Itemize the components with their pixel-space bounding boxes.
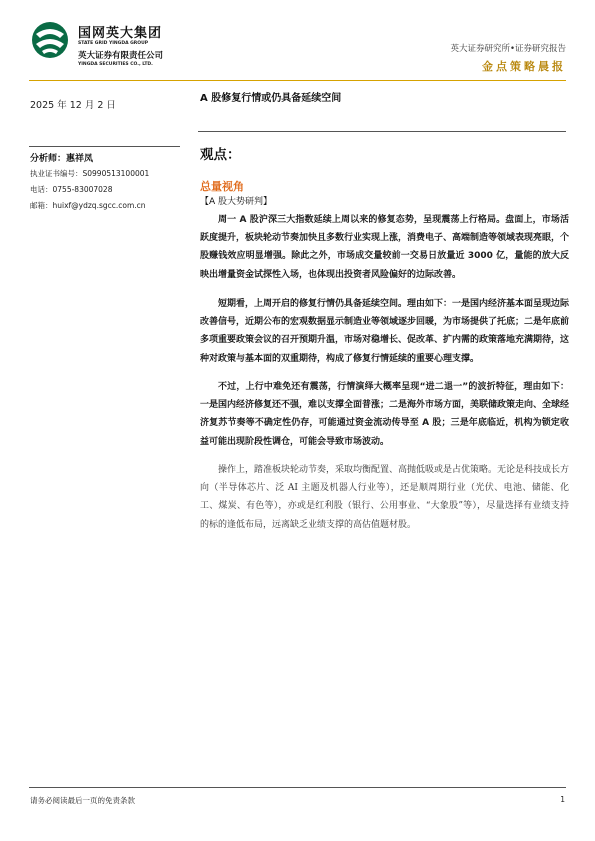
header-divider bbox=[29, 80, 566, 81]
paragraph-strategy: 操作上，踏准板块轮动节奏，采取均衡配置、高抛低吸或是占优策略。无论是科技成长方向（半导体芯片、泛 AI 主题及机器人行业等），还是顺周期行业（光伏、电池、储能、化工、煤炭、有色等），亦或是红利股（银行、公用事业、“大象股”等），尽量选择有业绩支持的标的逢低布局，远离缺乏业绩支撑的高估值题材股。 bbox=[200, 465, 570, 530]
analyst-license: 执业证书编号：S0990513100001 bbox=[30, 169, 150, 178]
report-type: 金点策略晨报 bbox=[482, 60, 566, 73]
disclaimer-note: 请务必阅读最后一页的免责条款 bbox=[30, 796, 135, 805]
logo-group-name-en: STATE GRID YINGDA GROUP bbox=[78, 41, 149, 46]
logo-group-name: 国网英大集团 bbox=[78, 26, 163, 41]
subsection-heading: 【A 股大势研判】 bbox=[200, 197, 273, 207]
page-number: 1 bbox=[560, 795, 565, 804]
institute-label: 英大证券研究所•证券研究报告 bbox=[450, 44, 566, 54]
report-date: 2025 年 12 月 2 日 bbox=[30, 100, 116, 111]
analyst-phone: 电话：0755-83007028 bbox=[30, 185, 113, 194]
viewpoint-heading: 观点： bbox=[200, 147, 241, 163]
section-heading: 总量视角 bbox=[200, 180, 244, 193]
paragraph-risks: 不过，上行中难免还有震荡，行情演绎大概率呈现“进二退一”的波折特征，理由如下：一是国内经济修复还不强，难以支撑全面普涨；二是海外市场方面，美联储政策走向、全球经济复苏节奏等不确定性仍存，可能通过资金流动传导至 A 股；三是年底临近，机构为锁定收益可能出现阶段性调仓，可能会导致市场波动。 bbox=[200, 382, 570, 447]
sidebar-divider bbox=[29, 146, 180, 147]
paragraph-market-review: 周一 A 股沪深三大指数延续上周以来的修复态势，呈现震荡上行格局。盘面上，市场活跃度提升，板块轮动节奏加快且多数行业实现上涨，消费电子、高端制造等领域表现亮眼，个股赚钱效应明显增强。除此之外，市场成交量较前一交易日放量近 3000 亿，量能的放大反映出增量资金试探性入场，也体现出投资者风险偏好的边际改善。 bbox=[200, 215, 570, 280]
logo-company-name-en: YINGDA SECURITIES CO., LTD. bbox=[78, 62, 153, 67]
state-grid-logo-icon bbox=[30, 20, 70, 60]
footer-divider bbox=[29, 787, 566, 788]
paragraph-short-term-outlook: 短期看，上周开启的修复行情仍具备延续空间。理由如下：一是国内经济基本面呈现边际改善信号，近期公布的宏观数据显示制造业等领域逐步回暖，为市场提供了托底；二是年底前多项重要政策会议的召开预期升温，市场对稳增长、促改革、扩内需的政策落地充满期待，这种对政策与基本面的双重期待，构成了修复行情延续的重要心理支撑。 bbox=[200, 299, 570, 364]
analyst-name: 分析师：惠祥凤 bbox=[30, 154, 94, 164]
title-divider bbox=[198, 131, 566, 132]
logo-company-name: 英大证券有限责任公司 bbox=[78, 51, 164, 61]
analyst-email: 邮箱：huixf@ydzq.sgcc.com.cn bbox=[30, 201, 146, 210]
report-title: A 股修复行情或仍具备延续空间 bbox=[200, 93, 342, 104]
